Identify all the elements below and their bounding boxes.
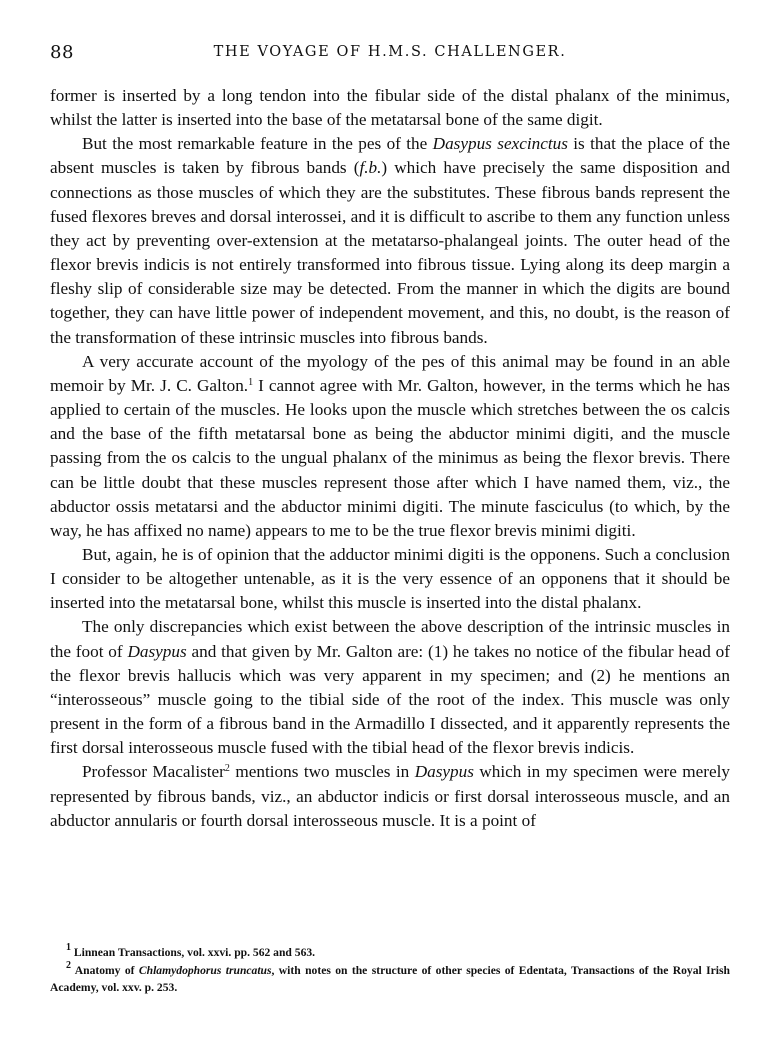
paragraph-1: former is inserted by a long tendon into the fibular side of the distal phalanx of the minimus, whilst the latter is inserted into the base of the metatarsal bone of the same digit. <box>50 86 730 130</box>
paragraph-5: The only discrepancies which exist between the above description of the intrinsic muscles in the foot of Dasypus and that given by Mr. Galton are: (1) he takes no notice of the fibular head of the flexor brevis hallucis which was very apparent in my specimen; and (2) he mentions an “interosseous” muscle going to the tibial side of the root of the index. This muscle was only present in the form of a fibrous band in the Armadillo I dissected, and it apparently represents the first dorsal interosseous muscle fused with the tibial head of the flexor brevis indicis. <box>50 617 730 758</box>
body-text <box>50 84 730 833</box>
figure-abbreviation: f.b. <box>359 158 382 178</box>
footnote-mark-2: 2 <box>66 959 71 971</box>
footnote-1: $^1$ Linnean Transactions, vol. xxvi. pp. 562 and 563. <box>66 942 316 959</box>
species-name: Chlamydophorus truncatus <box>138 963 272 977</box>
species-name: Dasypus sexcinctus <box>432 134 568 154</box>
footnote-2: $^2$ Anatomy of Chlamydophorus truncatus, with notes on the structure of other species of Edentata, Transactions of the Royal Irish Academy, vol. xxv. p. 253. <box>50 959 730 994</box>
paragraph-2: But the most remarkable feature in the pes of the Dasypus sexcinctus is that the place of the absent muscles is taken by fibrous bands (f.b.) which have precisely the same disposition and connections as those muscles of which they are the substitutes. These fibrous bands represent the fused flexores breves and dorsal interossei, and it is difficult to ascribe to them any function unless they act by preventing over-extension at the metatarso-phalangeal joints. The outer head of the flexor brevis indicis is not entirely transformed into fibrous tissue. Lying along its deep margin a fleshy slip of considerable size may be detected. From the manner in which the digits are bound together, they can have little power of independent movement, and this, no doubt, is the reason of the transformation of these intrinsic muscles into fibrous bands. <box>50 134 730 347</box>
paragraph-3: A very accurate account of the myology of the pes of this animal may be found in an able memoir by Mr. J. C. Galton.$^1$ I cannot agree with Mr. Galton, however, in the terms which he has applied to certain of the muscles. He looks upon the muscle which stretches between the os calcis and the base of the fifth metatarsal bone as being the abductor minimi digiti, and the muscle passing from the os calcis to the ungual phalanx of the minimus as being the flexor brevis. There can be little doubt that these muscles represent those after which I have named them, viz., the abductor ossis metatarsi and the abductor minimi digiti. The minute fasciculus (to which, by the way, he has affixed no name) appears to me to be the true flexor brevis minimi digiti. <box>50 351 730 540</box>
page-header <box>50 42 730 66</box>
paragraph-4: But, again, he is of opinion that the adductor minimi digiti is the opponens. Such a conclusion I consider to be altogether untenable, as it is the very essence of an opponens that it should be inserted into the metatarsal bone, whilst this muscle is inserted into the distal phalanx. <box>50 544 730 613</box>
running-title: THE VOYAGE OF H.M.S. CHALLENGER. <box>213 44 567 60</box>
footnote-ref-1[interactable]: 1 <box>248 376 254 388</box>
footnotes <box>50 944 730 997</box>
genus-name: Dasypus <box>127 641 187 661</box>
genus-name: Dasypus <box>414 762 474 782</box>
footnote-ref-2[interactable]: 2 <box>224 763 230 775</box>
footnote-mark-1: 1 <box>66 942 71 953</box>
paragraph-6: Professor Macalister$^2$ mentions two muscles in Dasypus which in my specimen were merely represented by fibrous bands, viz., an abductor indicis or first dorsal interosseous muscle, and an abductor annularis or fourth dorsal interosseous muscle. It is a point of <box>50 762 731 830</box>
page-number: 88 <box>50 42 74 63</box>
